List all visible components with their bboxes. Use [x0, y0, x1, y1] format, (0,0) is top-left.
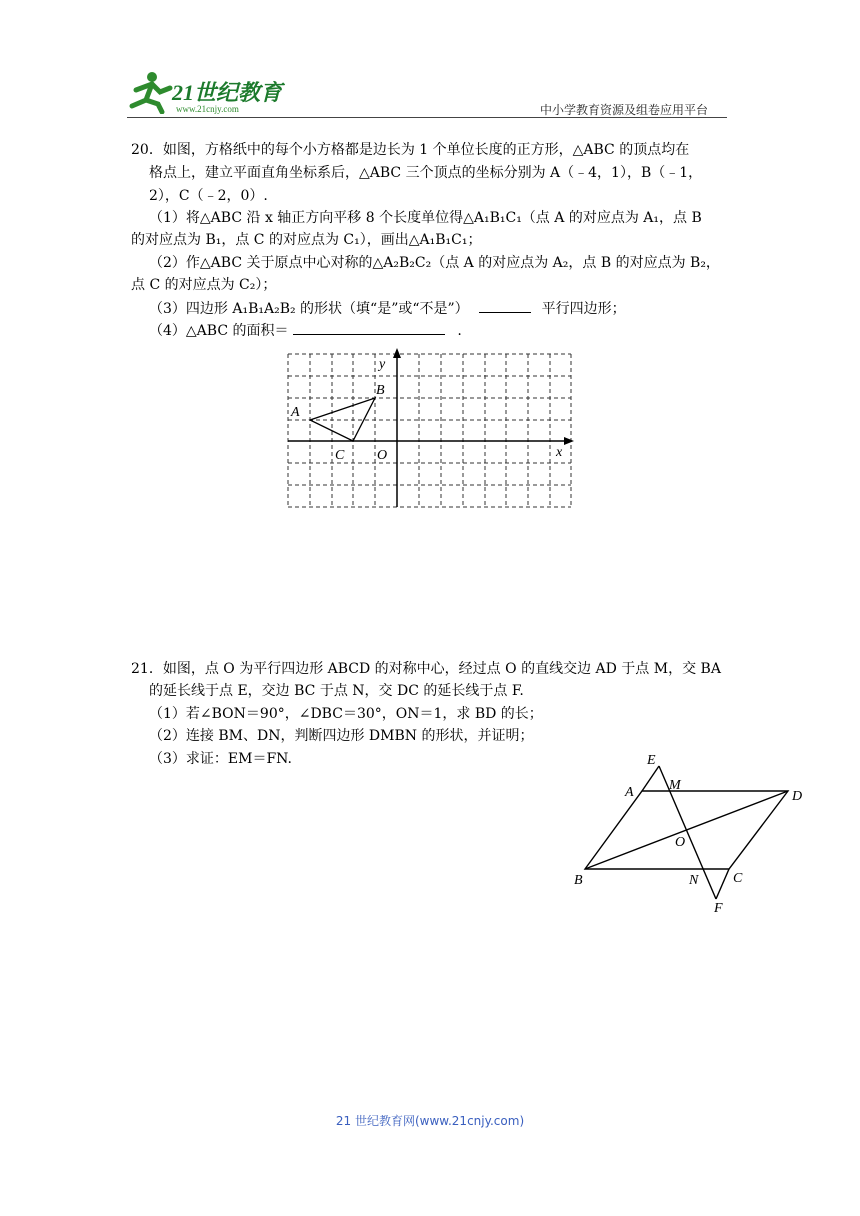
- footer: 21 世纪教育网(www.21cnjy.com): [335, 1114, 525, 1128]
- label-N: N: [689, 873, 699, 888]
- q20-part2a: （2）作△ABC 关于原点中心对称的△A₂B₂C₂（点 A 的对应点为 A₂，点 B 的对应点为 B₂，: [149, 255, 720, 271]
- label-y: y: [379, 357, 386, 372]
- label-A: A: [291, 405, 300, 420]
- logo-text: 21世纪教育: [172, 80, 283, 105]
- platform-label: 中小学教育资源及组卷应用平台: [540, 103, 709, 117]
- q21-line1: 21．如图，点 O 为平行四边形 ABCD 的对称中心，经过点 O 的直线交边 AD 于点 M，交 BA: [131, 661, 721, 677]
- label-B: B: [574, 873, 583, 888]
- q20-part3-blank[interactable]: [479, 298, 531, 313]
- q20-line1: 20．如图，方格纸中的每个小方格都是边长为 1 个单位长度的正方形，△ABC 的顶点均在: [131, 142, 690, 158]
- q20-part4-pre: （4）△ABC 的面积＝: [149, 323, 289, 339]
- label-C: C: [733, 871, 743, 886]
- segment-cf: [716, 869, 729, 899]
- q20-part1a: （1）将△ABC 沿 x 轴正方向平移 8 个长度单位得△A₁B₁C₁（点 A 的对应点为 A₁，点 B: [149, 210, 702, 226]
- line-ef: [659, 766, 716, 899]
- q20-part2b: 点 C 的对应点为 C₂）；: [131, 277, 277, 293]
- q21-part2: （2）连接 BM、DN，判断四边形 DMBN 的形状，并证明；: [149, 728, 534, 744]
- logo: [122, 70, 292, 114]
- q20-part3: [149, 298, 626, 319]
- q20-part3-pre: （3）四边形 A₁B₁A₂B₂ 的形状（填“是”或“不是”）: [149, 301, 469, 317]
- q21-part3: （3）求证：EM＝FN.: [149, 751, 292, 767]
- q20-line3: 2），C（﹣2，0）.: [149, 188, 268, 204]
- q21-part1: （1）若∠BON＝90°，∠DBC＝30°，ON＝1，求 BD 的长；: [149, 706, 543, 722]
- label-x: x: [556, 445, 563, 460]
- header-divider: [127, 117, 727, 118]
- label-F: F: [714, 901, 723, 916]
- q21-parallelogram-figure: [570, 748, 810, 918]
- label-B: B: [376, 383, 385, 398]
- label-M: M: [669, 778, 681, 793]
- label-O: O: [377, 448, 388, 463]
- segment-ae: [642, 766, 659, 791]
- label-C: C: [335, 448, 345, 463]
- q20-line2: 格点上，建立平面直角坐标系后，△ABC 三个顶点的坐标分别为 A（﹣4，1），B（﹣1，: [149, 165, 703, 181]
- q20-part4: [149, 320, 462, 341]
- q21-line2: 的延长线于点 E，交边 BC 于点 N，交 DC 的延长线于点 F.: [149, 683, 524, 699]
- label-E: E: [647, 753, 656, 768]
- logo-sub: www.21cnjy.com: [176, 104, 239, 114]
- runner-icon: [132, 72, 170, 112]
- q20-grid-figure: [280, 346, 580, 514]
- label-A: A: [625, 785, 634, 800]
- label-O: O: [675, 835, 686, 850]
- q20-part3-post: 平行四边形；: [541, 301, 626, 317]
- y-axis-arrow: [393, 348, 401, 358]
- q20-part4-blank[interactable]: [293, 320, 445, 335]
- q20-part1b: 的对应点为 B₁，点 C 的对应点为 C₁），画出△A₁B₁C₁；: [131, 232, 482, 248]
- q20-part4-post: .: [457, 323, 462, 339]
- label-D: D: [792, 789, 803, 804]
- x-axis-arrow: [564, 437, 574, 445]
